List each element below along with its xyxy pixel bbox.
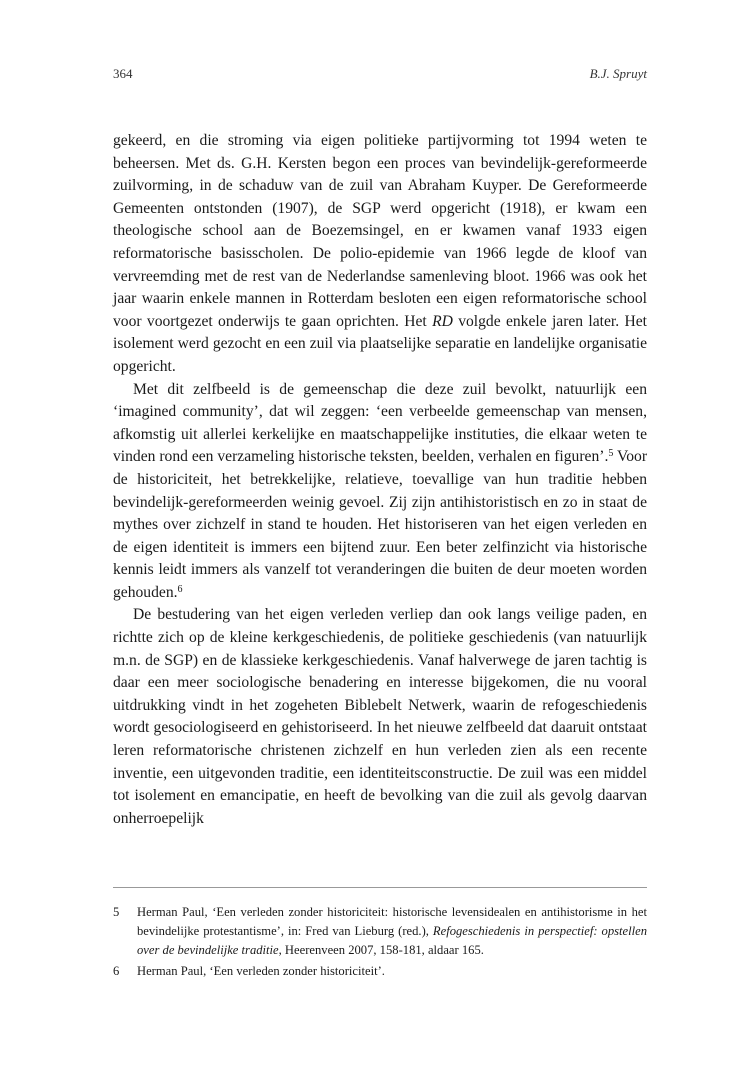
- paragraph-text: gekeerd, en die stroming via eigen politieke partijvorming tot 1994 weten te beheersen. Met ds. G.H. Kersten begon een proces van bevindelijk-gereformeerde zuilvorming, in de schaduw van de zuil van Abraham Kuyper. De Gereformeerde Gemeenten ontstonden (1907), de SGP werd opgericht (1918), er kwam een theologische school aan de Boezemsingel, en er kwamen vanaf 1933 eigen reformatorische basisscholen. De polio-epidemie van 1966 legde de kloof van vervreemding met de rest van de Nederlandse samenleving bloot. 1966 was ook het jaar waarin enkele mannen in Rotterdam besloten een eigen reformatorische school voor voortgezet onderwijs te gaan oprichten. Het: [113, 132, 647, 330]
- paragraph-text: Met dit zelfbeeld is de gemeenschap die deze zuil bevolkt, natuurlijk een ‘imagined community’, dat wil zeggen: ‘een verbeelde gemeenschap van mensen, afkomstig uit allerlei kerkelijke en maatschappelijke instituties, die elkaar weten te vinden rond een verzameling historische teksten, beelden, verhalen en figuren’.: [113, 380, 647, 466]
- italic-title: Refogeschiedenis in perspectief: opstellen over de bevindelijke traditie: [137, 924, 647, 957]
- footnote-text-part: , Heerenveen 2007, 158-181, aldaar 165.: [278, 943, 484, 957]
- paragraph-text: Voor de historiciteit, het betrekkelijke, relatieve, toevallige van hun traditie hebben bevindelijk-gereformeerden weinig gevoel. Zij zijn antihistoristisch en zo in staat de mythes over zichzelf in stand te houden. Het historiseren van het eigen verleden en de eigen identiteit is immers een bijtend zuur. Een beter zelfinzicht via historische kennis leidt immers als vanzelf tot veranderingen die buiten de deur moeten worden gehouden.: [113, 448, 648, 601]
- footnote-number: 5: [113, 905, 120, 919]
- paragraph-text: De bestudering van het eigen verleden verliep dan ook langs veilige paden, en richtte zich op de kleine kerkgeschiedenis, de politieke geschiedenis (van natuurlijk m.n. de SGP) en de klassieke kerkgeschiedenis. Vanaf halverwege de jaren tachtig is daar een meer sociologische benadering en interesse bijgekomen, die nu vooral uitdrukking vindt in het zogeheten Biblebelt Netwerk, waarin de refogeschiedenis wordt gesociologiseerd en gehistoriseerd. In het nieuwe zelfbeeld dat daaruit ontstaat leren reformatorische christenen zichzelf en hun verleden zien als een recente inventie, een uitgevonden traditie, een identiteitsconstructie. De zuil was een middel tot isolement en emancipatie, en heeft de bevolking van die zuil als gevolg daarvan onherroepelijk: [113, 606, 647, 827]
- footnote-reference[interactable]: 5: [608, 448, 614, 460]
- running-head-author: B.J. Spruyt: [589, 66, 647, 81]
- footnotes: [113, 903, 647, 983]
- footnote-text: [137, 903, 647, 960]
- footnote-divider: [113, 887, 647, 888]
- footnote-text: [137, 962, 647, 981]
- footnote-reference[interactable]: 6: [177, 583, 183, 595]
- paragraph-text: volgde enkele jaren later. Het isolement werd gezocht en een zuil via plaatselijke separatie en landelijke organisatie opgericht.: [113, 312, 647, 375]
- footnote-text-part: Herman Paul, ‘Een verleden zonder historiciteit: historische levensidealen en antihistorisme in het bevindelijke protestantisme’, in: Fred van Lieburg (red.),: [137, 905, 647, 938]
- footnote-number: 6: [113, 964, 120, 978]
- italic-text: RD: [432, 312, 453, 330]
- page-number: 364: [113, 66, 133, 81]
- paragraph: [113, 379, 647, 605]
- paragraph: [113, 130, 647, 379]
- paragraph: [113, 604, 647, 830]
- footnote: [113, 962, 647, 981]
- main-text: [113, 130, 647, 830]
- running-head: [113, 66, 647, 82]
- footnote: [113, 903, 647, 960]
- footnote-text-part: Herman Paul, ‘Een verleden zonder historiciteit’.: [137, 964, 385, 978]
